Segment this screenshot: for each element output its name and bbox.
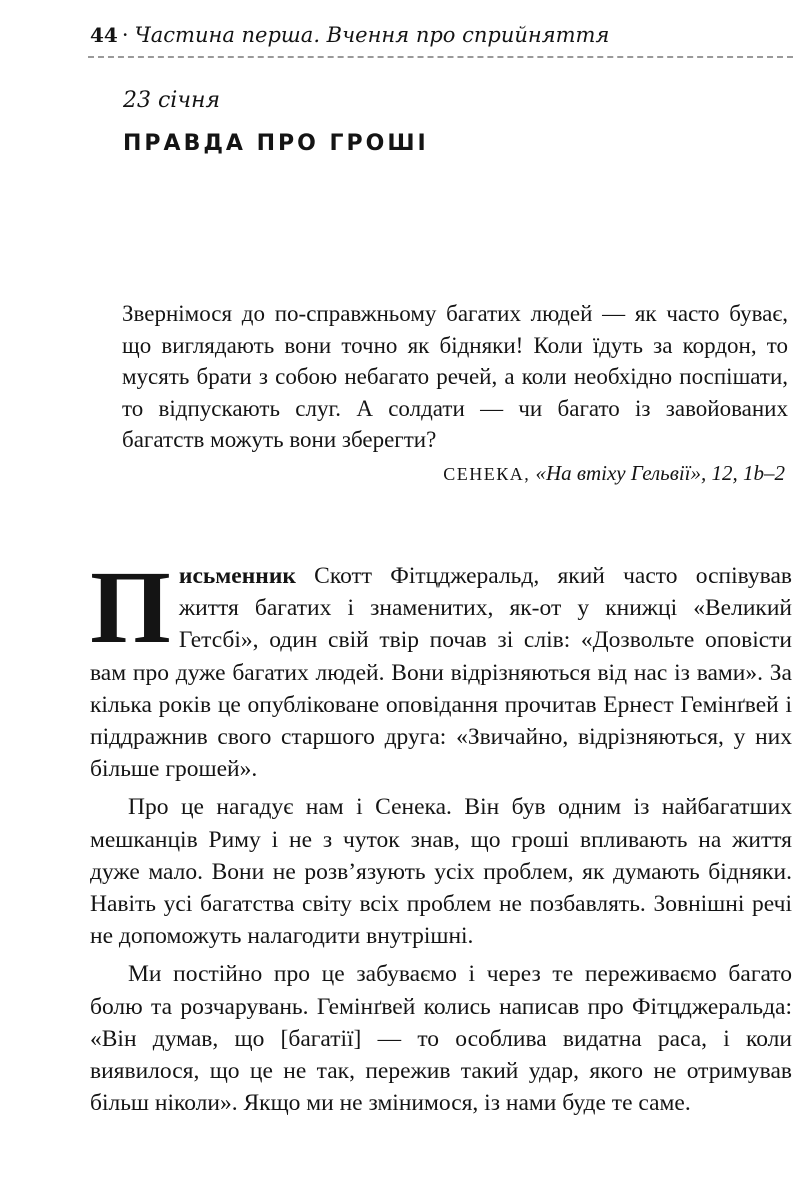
- running-head: [90, 22, 790, 48]
- section-title: Частина перша. Вчення про сприйняття: [134, 23, 610, 47]
- entry-date: 23 січня: [123, 88, 221, 113]
- paragraph-1: [90, 550, 792, 785]
- paragraph-3: Ми постійно про це забуваємо і через те переживаємо багато болю та розчарувань. Гемінґвей колись написав про Фітцджеральда: «Він думав, що [багатії] — то особлива видатна раса, і коли виявилося, що це не так, пережив такий удар, якого не отримував більш ніколи». Якщо ми не змінимося, із нами буде те саме.: [90, 961, 792, 1117]
- paragraph-2: Про це нагадує нам і Сенека. Він був одним із найбагатших мешканців Риму і не з чуток знав, що гроші впливають на життя дуже мало. Вони не розв’язують усіх проблем, як думають бідняки. Навіть усі багатства світу всіх проблем не позбавлять. Зовнішні речі не допоможуть налагодити внутрішні.: [90, 794, 792, 950]
- epigraph-reference: 12, 1b–2: [711, 461, 785, 485]
- page-number: 44: [90, 23, 118, 47]
- paragraph-1-text: Скотт Фітцджеральд, який часто оспівував життя багатих і знаменитих, як-от у книжці «Великий Гетсбі», один свій твір почав зі слів: «Дозвольте оповісти вам про дуже багатих людей. Вони відрізняються від нас із вами». За кілька років це опубліковане оповідання прочитав Ернест Гемінґвей і піддражнив свого старшого друга: «Звичайно, відрізняються, у них більше грошей».: [90, 563, 792, 783]
- epigraph-work: «На втіху Гельвії»,: [535, 461, 707, 485]
- epigraph-attribution: [443, 460, 785, 487]
- epigraph-quote: Звернімося до по-справжньому багатих людей — як часто буває, що виглядають вони точно як бідняки! Коли їдуть за кордон, то мусять брати з собою небагато речей, а коли необхідно поспішати, то відпускають слуг. А солдати — чи багато із завойованих багатств можуть вони зберегти?: [122, 301, 788, 452]
- drop-cap: П: [90, 550, 171, 665]
- header-rule: [88, 56, 793, 58]
- lead-word: исьменник: [178, 563, 296, 589]
- epigraph-author: СЕНЕКА,: [443, 464, 531, 484]
- running-head-separator: ·: [121, 23, 129, 47]
- main-text: [90, 550, 792, 1119]
- entry-title: ПРАВДА ПРО ГРОШІ: [123, 131, 429, 156]
